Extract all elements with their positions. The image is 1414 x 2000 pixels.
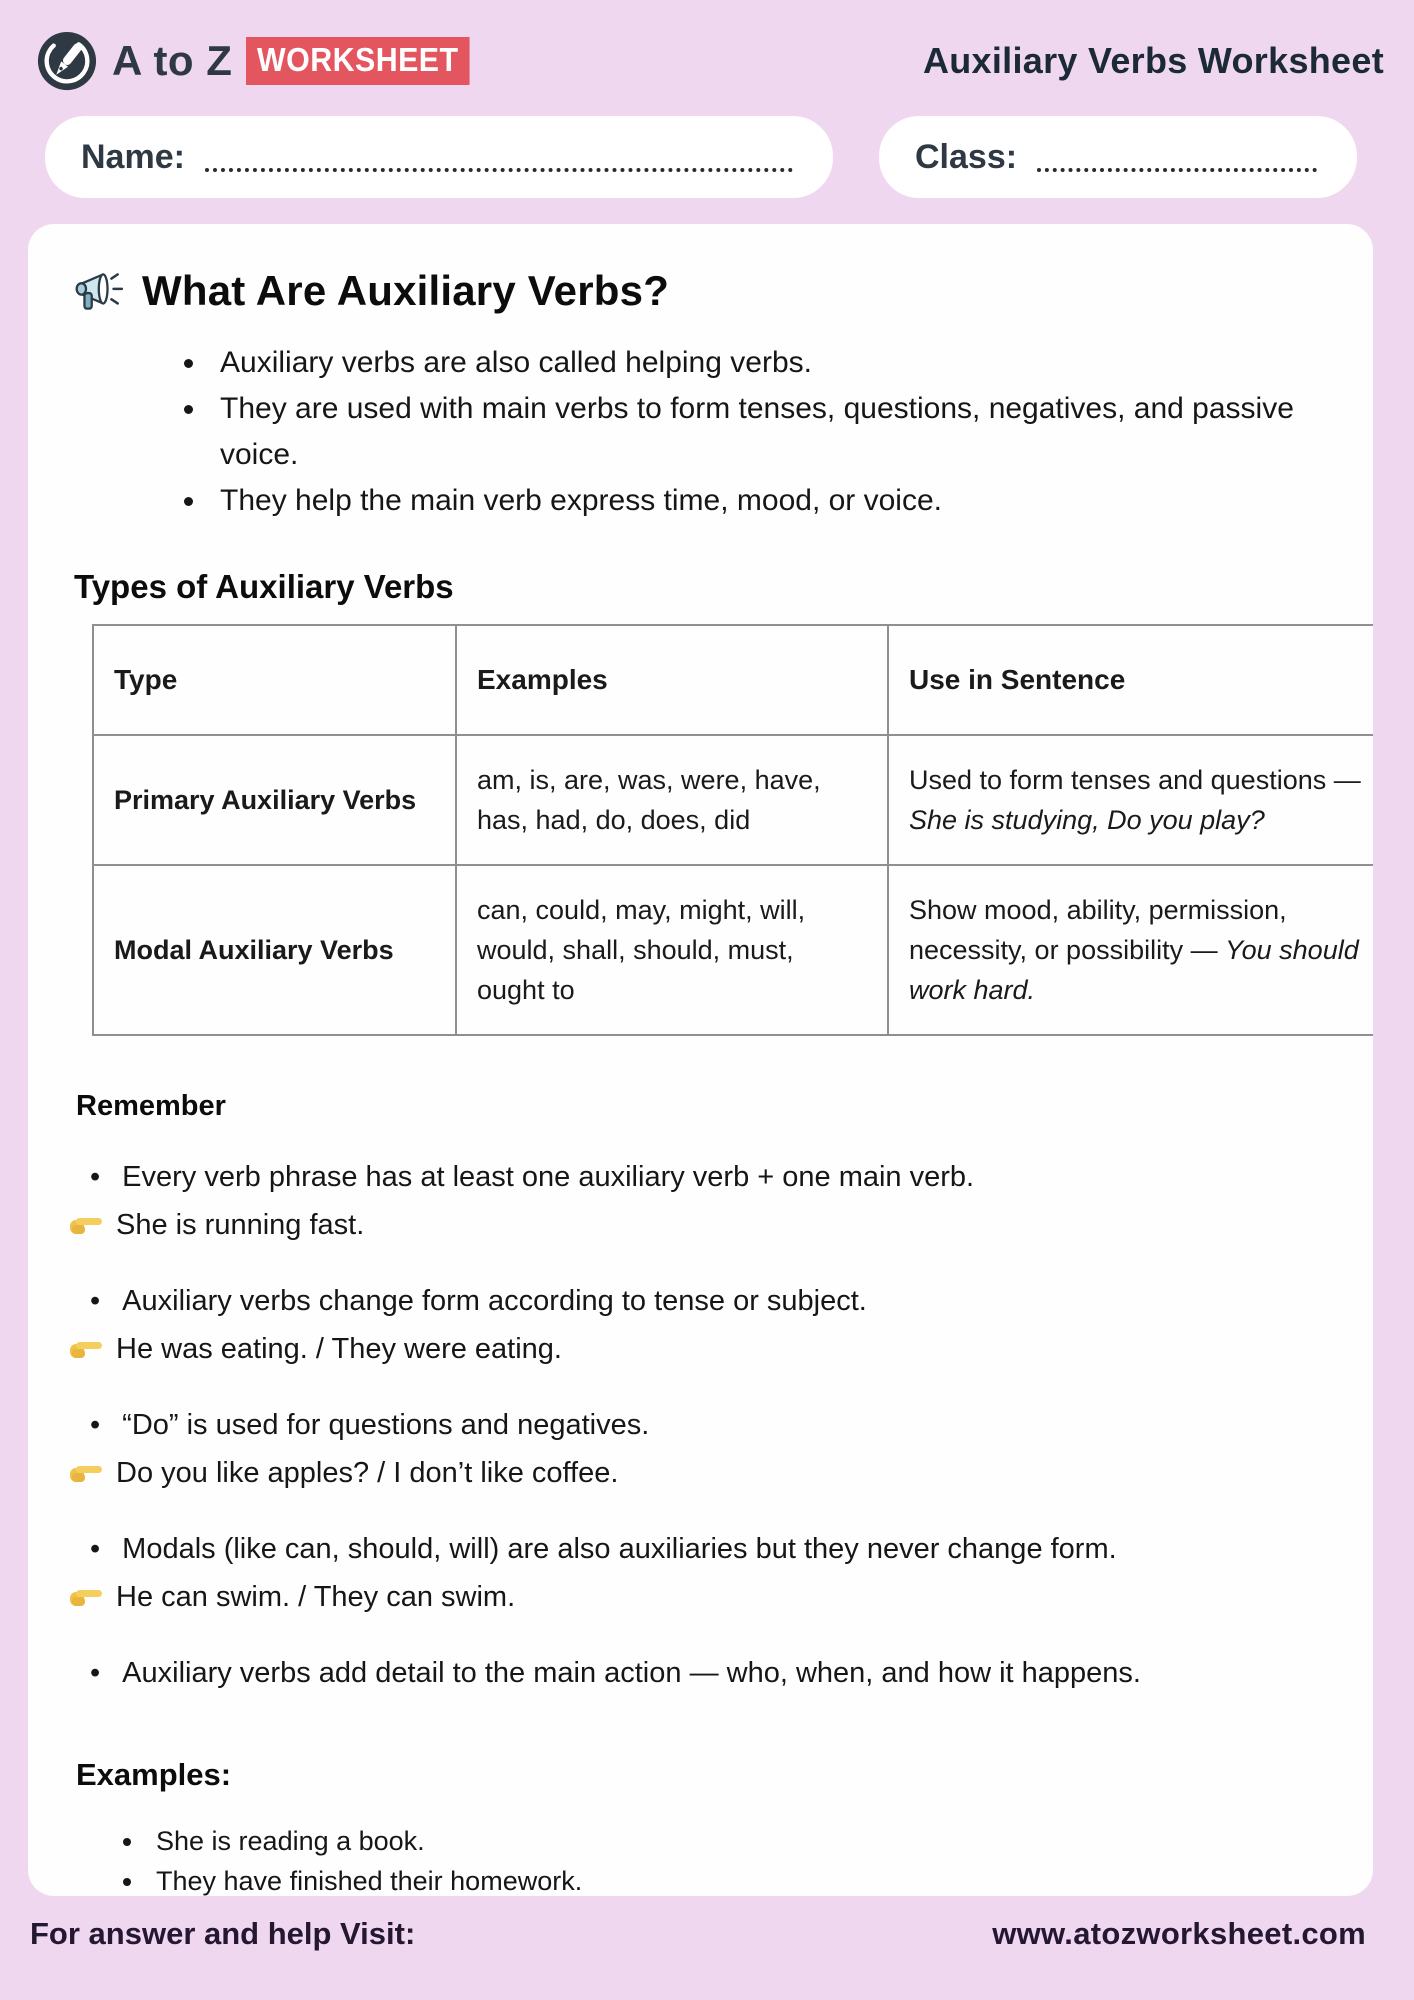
brand-badge: WORKSHEET: [246, 37, 470, 85]
pointing-hand-icon: [68, 1583, 104, 1611]
example-item-text: They have finished their homework.: [156, 1866, 583, 1896]
header: [0, 0, 1414, 92]
brand-logo: [36, 30, 489, 92]
pointer-example-text: He can swim. / They can swim.: [116, 1581, 516, 1613]
class-label: Class:: [915, 137, 1018, 176]
remember-point: [66, 1403, 1351, 1447]
bullet-dot: •: [90, 1409, 101, 1441]
name-field: [45, 116, 833, 198]
remember-point-text: “Do” is used for questions and negatives.: [122, 1409, 650, 1441]
use-cell: [888, 735, 1373, 865]
examples-title: Examples:: [76, 1757, 232, 1792]
footer-website-link[interactable]: www.atozworksheet.com: [992, 1916, 1366, 1951]
pointer-example-text: She is running fast.: [116, 1209, 365, 1241]
bullet-dot: •: [90, 1533, 101, 1565]
pointer-example: [66, 1203, 1351, 1247]
intro-bullet-text: They help the main verb express time, mood, or voice.: [220, 484, 942, 517]
intro-heading: [72, 264, 1351, 318]
name-input-line[interactable]: [205, 168, 793, 172]
remember-item: [66, 1279, 1351, 1371]
remember-point-text: Auxiliary verbs change form according to tense or subject.: [122, 1285, 867, 1317]
remember-point: [66, 1279, 1351, 1323]
type-cell: Modal Auxiliary Verbs: [93, 865, 456, 1035]
remember-point: [66, 1155, 1351, 1199]
examples-list: [146, 1821, 1351, 1896]
use-text: Show mood, ability, permission, necessity, or possibility —: [909, 895, 1287, 965]
remember-item: [66, 1155, 1351, 1247]
name-label: Name:: [81, 137, 185, 176]
page-title: Auxiliary Verbs Worksheet: [922, 40, 1384, 81]
footer-help-text: For answer and help Visit:: [30, 1916, 416, 1951]
pointer-example: [66, 1451, 1351, 1495]
examples-cell: can, could, may, might, will, would, shall, should, must, ought to: [456, 865, 888, 1035]
table-row: [93, 735, 1373, 865]
intro-title: What Are Auxiliary Verbs?: [142, 267, 670, 314]
use-italic-text: She is studying, Do you play?: [909, 805, 1265, 835]
remember-point: [66, 1651, 1351, 1695]
remember-point-text: Auxiliary verbs add detail to the main action — who, when, and how it happens.: [122, 1657, 1141, 1689]
remember-item: [66, 1403, 1351, 1495]
remember-item: [66, 1651, 1351, 1695]
pen-logo-icon: [36, 30, 98, 92]
intro-bullet-text: They are used with main verbs to form tenses, questions, negatives, and passive voice.: [220, 392, 1294, 471]
col-header-examples: Examples: [456, 625, 888, 735]
pointer-example-text: He was eating. / They were eating.: [116, 1333, 562, 1365]
remember-point-text: Modals (like can, should, will) are also auxiliaries but they never change form.: [122, 1533, 1117, 1565]
content-card: [28, 224, 1373, 1896]
examples-cell: am, is, are, was, were, have, has, had, do, does, did: [456, 735, 888, 865]
table-row: [93, 865, 1373, 1035]
table-header-row: [93, 625, 1373, 735]
megaphone-icon: [72, 264, 126, 318]
bullet-dot: •: [90, 1657, 101, 1689]
footer: [30, 1916, 1366, 1952]
class-input-line[interactable]: [1037, 168, 1317, 172]
class-field: [879, 116, 1357, 198]
use-text: Used to form tenses and questions —: [909, 765, 1361, 795]
intro-bullet-list: [208, 340, 1318, 524]
pointer-example-text: Do you like apples? / I don’t like coffee.: [116, 1457, 619, 1489]
type-cell: Primary Auxiliary Verbs: [93, 735, 456, 865]
example-item: [146, 1821, 1351, 1861]
pointing-hand-icon: [68, 1211, 104, 1239]
bullet-dot: •: [90, 1285, 101, 1317]
remember-point-text: Every verb phrase has at least one auxiliary verb + one main verb.: [122, 1161, 975, 1193]
remember-point: [66, 1527, 1351, 1571]
fields-row: [45, 116, 1414, 198]
brand-text: A to Z: [112, 37, 233, 84]
bullet-dot: •: [90, 1161, 101, 1193]
intro-bullet-text: Auxiliary verbs are also called helping verbs.: [220, 346, 812, 379]
pointing-hand-icon: [68, 1335, 104, 1363]
intro-bullet: [208, 340, 1318, 386]
types-table: [92, 624, 1373, 1036]
intro-bullet: [208, 478, 1318, 524]
col-header-use: Use in Sentence: [888, 625, 1373, 735]
use-cell: [888, 865, 1373, 1035]
example-item-text: She is reading a book.: [156, 1826, 425, 1856]
example-item: [146, 1861, 1351, 1896]
remember-title: Remember: [76, 1090, 226, 1122]
pointer-example: [66, 1327, 1351, 1371]
remember-item: [66, 1527, 1351, 1619]
types-section-title: Types of Auxiliary Verbs: [74, 568, 454, 605]
col-header-type: Type: [93, 625, 456, 735]
pointer-example: [66, 1575, 1351, 1619]
use-italic-text: You should work hard.: [909, 935, 1359, 1005]
pointing-hand-icon: [68, 1459, 104, 1487]
intro-bullet: [208, 386, 1318, 478]
